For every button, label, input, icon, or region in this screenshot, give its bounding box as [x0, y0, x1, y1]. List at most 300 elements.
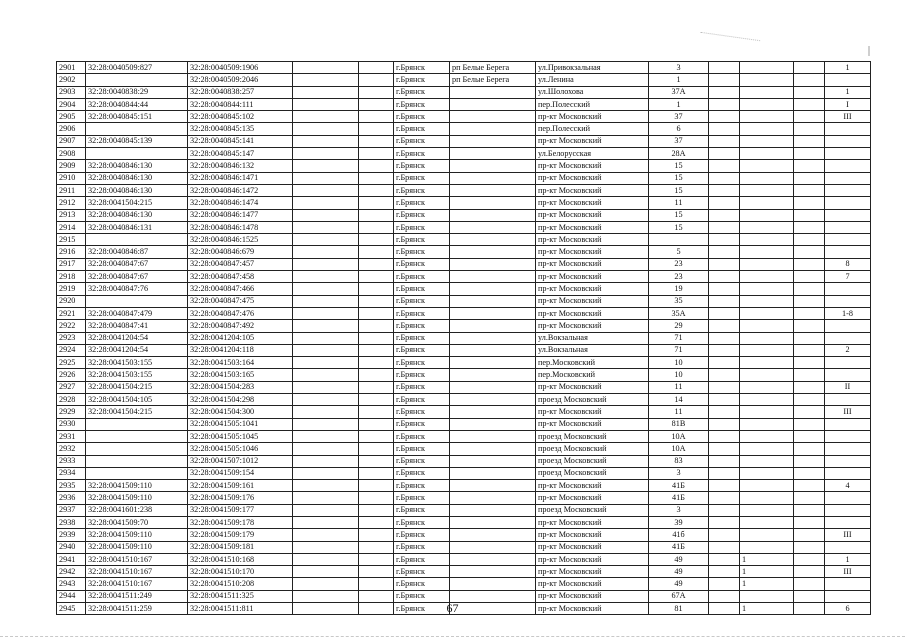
cell-street: пр-кт Московский — [536, 172, 649, 184]
cell-street: пр-кт Московский — [536, 271, 649, 283]
cell-city: г.Брянск — [394, 307, 450, 319]
table-row — [57, 406, 871, 418]
cell-empty — [293, 369, 359, 381]
cell-empty — [709, 541, 740, 553]
table-row — [57, 529, 871, 541]
cell-apartment: I — [825, 98, 871, 110]
cell-house: 6 — [649, 123, 709, 135]
cell-empty — [359, 74, 394, 86]
cell-cadastral-number-1: 32:28:0041509:110 — [86, 529, 188, 541]
cell-settlement: рп Белые Берега — [450, 74, 536, 86]
cell-row-number: 2929 — [57, 406, 86, 418]
cell-house: 49 — [649, 566, 709, 578]
cell-building — [740, 271, 794, 283]
cell-city: г.Брянск — [394, 443, 450, 455]
cell-cadastral-number-1: 32:28:0040846:130 — [86, 172, 188, 184]
cell-city: г.Брянск — [394, 62, 450, 74]
cell-row-number: 2932 — [57, 443, 86, 455]
cell-apartment — [825, 246, 871, 258]
cell-empty — [794, 258, 825, 270]
cell-empty — [293, 197, 359, 209]
cell-house: 1 — [649, 74, 709, 86]
cell-building — [740, 504, 794, 516]
cell-empty — [794, 541, 825, 553]
table-row — [57, 307, 871, 319]
cell-apartment: 1 — [825, 553, 871, 565]
cell-building — [740, 209, 794, 221]
cell-building — [740, 381, 794, 393]
cell-house: 81В — [649, 418, 709, 430]
cell-city: г.Брянск — [394, 148, 450, 160]
cell-city: г.Брянск — [394, 271, 450, 283]
cell-empty — [359, 344, 394, 356]
cell-empty — [359, 332, 394, 344]
cell-street: ул.Привокзальная — [536, 62, 649, 74]
cell-settlement — [450, 209, 536, 221]
cell-city: г.Брянск — [394, 98, 450, 110]
cell-building — [740, 430, 794, 442]
cell-empty — [293, 234, 359, 246]
cell-house: 29 — [649, 320, 709, 332]
cell-empty — [293, 418, 359, 430]
cell-cadastral-number-2: 32:28:0040845:147 — [188, 148, 293, 160]
cell-city: г.Брянск — [394, 504, 450, 516]
cell-apartment: 4 — [825, 480, 871, 492]
table-row — [57, 516, 871, 528]
cell-empty — [794, 320, 825, 332]
table-row — [57, 443, 871, 455]
cell-house: 3 — [649, 62, 709, 74]
cell-cadastral-number-1: 32:28:0040847:76 — [86, 283, 188, 295]
table-row — [57, 258, 871, 270]
cell-empty — [359, 357, 394, 369]
table-row — [57, 566, 871, 578]
cell-empty — [359, 123, 394, 135]
cell-settlement — [450, 98, 536, 110]
cell-house: 11 — [649, 381, 709, 393]
cell-empty — [794, 221, 825, 233]
cell-street: пр-кт Московский — [536, 283, 649, 295]
cell-city: г.Брянск — [394, 406, 450, 418]
table-row — [57, 148, 871, 160]
cell-cadastral-number-1: 32:28:0040846:130 — [86, 209, 188, 221]
cell-empty — [293, 135, 359, 147]
cell-house: 81 — [649, 603, 709, 615]
cell-row-number: 2920 — [57, 295, 86, 307]
table-row — [57, 184, 871, 196]
cell-city: г.Брянск — [394, 553, 450, 565]
cell-empty — [359, 258, 394, 270]
cell-empty — [794, 529, 825, 541]
cell-empty — [293, 541, 359, 553]
cell-apartment: III — [825, 406, 871, 418]
cell-empty — [359, 209, 394, 221]
cell-cadastral-number-2: 32:28:0041505:1046 — [188, 443, 293, 455]
cell-street: ул.Белорусская — [536, 148, 649, 160]
cell-cadastral-number-2: 32:28:0041509:161 — [188, 480, 293, 492]
cell-empty — [709, 246, 740, 258]
cell-city: г.Брянск — [394, 295, 450, 307]
cell-city: г.Брянск — [394, 258, 450, 270]
cell-row-number: 2934 — [57, 467, 86, 479]
cell-cadastral-number-2: 32:28:0040838:257 — [188, 86, 293, 98]
table-row — [57, 221, 871, 233]
cell-empty — [293, 332, 359, 344]
cell-settlement — [450, 172, 536, 184]
cell-row-number: 2911 — [57, 184, 86, 196]
cell-house: 10А — [649, 443, 709, 455]
cell-street: пр-кт Московский — [536, 234, 649, 246]
cell-empty — [293, 492, 359, 504]
cell-cadastral-number-2: 32:28:0041507:1012 — [188, 455, 293, 467]
cell-house: 67А — [649, 590, 709, 602]
table-row — [57, 418, 871, 430]
cell-settlement — [450, 332, 536, 344]
cell-empty — [359, 406, 394, 418]
cell-empty — [794, 369, 825, 381]
cell-empty — [709, 197, 740, 209]
cell-street: пр-кт Московский — [536, 184, 649, 196]
table-row — [57, 357, 871, 369]
cell-cadastral-number-1: 32:28:0041509:70 — [86, 516, 188, 528]
cell-cadastral-number-1: 32:28:0041504:105 — [86, 394, 188, 406]
cell-apartment: III — [825, 111, 871, 123]
cell-street: пр-кт Московский — [536, 578, 649, 590]
cell-apartment — [825, 74, 871, 86]
cell-row-number: 2906 — [57, 123, 86, 135]
cell-house: 15 — [649, 209, 709, 221]
cell-row-number: 2939 — [57, 529, 86, 541]
cell-city: г.Брянск — [394, 381, 450, 393]
cell-building — [740, 221, 794, 233]
cell-cadastral-number-1 — [86, 74, 188, 86]
cell-row-number: 2937 — [57, 504, 86, 516]
cell-house: 37 — [649, 135, 709, 147]
cell-building: 1 — [740, 566, 794, 578]
cell-street: пр-кт Московский — [536, 480, 649, 492]
cell-empty — [359, 172, 394, 184]
cell-apartment — [825, 123, 871, 135]
cell-cadastral-number-1: 32:28:0041504:215 — [86, 197, 188, 209]
cell-apartment — [825, 516, 871, 528]
cell-cadastral-number-2: 32:28:0040845:135 — [188, 123, 293, 135]
table-row — [57, 295, 871, 307]
register-table — [56, 61, 871, 615]
cell-empty — [359, 430, 394, 442]
cell-city: г.Брянск — [394, 480, 450, 492]
cell-empty — [709, 160, 740, 172]
cell-apartment: III — [825, 529, 871, 541]
table-row — [57, 98, 871, 110]
cell-empty — [709, 98, 740, 110]
cell-empty — [293, 271, 359, 283]
cell-row-number: 2913 — [57, 209, 86, 221]
cell-cadastral-number-1: 32:28:0040838:29 — [86, 86, 188, 98]
cell-settlement — [450, 406, 536, 418]
cell-apartment — [825, 443, 871, 455]
cell-city: г.Брянск — [394, 234, 450, 246]
cell-empty — [794, 406, 825, 418]
cell-empty — [794, 492, 825, 504]
cell-empty — [293, 221, 359, 233]
cell-cadastral-number-1 — [86, 443, 188, 455]
cell-apartment: 1 — [825, 62, 871, 74]
cell-empty — [794, 62, 825, 74]
cell-row-number: 2941 — [57, 553, 86, 565]
cell-house: 49 — [649, 553, 709, 565]
cell-cadastral-number-2: 32:28:0041509:154 — [188, 467, 293, 479]
cell-street: пер.Московский — [536, 369, 649, 381]
cell-cadastral-number-1: 32:28:0040844:44 — [86, 98, 188, 110]
cell-cadastral-number-2: 32:28:0040847:492 — [188, 320, 293, 332]
cell-apartment — [825, 455, 871, 467]
table-row — [57, 86, 871, 98]
cell-empty — [794, 381, 825, 393]
cell-cadastral-number-1: 32:28:0040845:139 — [86, 135, 188, 147]
cell-street: пр-кт Московский — [536, 516, 649, 528]
cell-city: г.Брянск — [394, 541, 450, 553]
cell-apartment — [825, 369, 871, 381]
cell-settlement — [450, 344, 536, 356]
cell-settlement — [450, 184, 536, 196]
cell-settlement — [450, 357, 536, 369]
cell-cadastral-number-1: 32:28:0041509:110 — [86, 541, 188, 553]
cell-apartment — [825, 160, 871, 172]
table-row — [57, 578, 871, 590]
cell-cadastral-number-2: 32:28:0040844:111 — [188, 98, 293, 110]
cell-building — [740, 455, 794, 467]
cell-building — [740, 307, 794, 319]
cell-cadastral-number-1: 32:28:0041204:54 — [86, 344, 188, 356]
cell-apartment — [825, 394, 871, 406]
cell-building — [740, 172, 794, 184]
cell-apartment — [825, 148, 871, 160]
cell-row-number: 2916 — [57, 246, 86, 258]
cell-cadastral-number-1: 32:28:0041204:54 — [86, 332, 188, 344]
cell-row-number: 2904 — [57, 98, 86, 110]
cell-cadastral-number-1 — [86, 467, 188, 479]
cell-city: г.Брянск — [394, 172, 450, 184]
cell-empty — [709, 443, 740, 455]
cell-building — [740, 74, 794, 86]
cell-cadastral-number-2: 32:28:0040846:1474 — [188, 197, 293, 209]
cell-cadastral-number-1: 32:28:0040847:41 — [86, 320, 188, 332]
cell-row-number: 2926 — [57, 369, 86, 381]
cell-house: 5 — [649, 246, 709, 258]
cell-empty — [794, 307, 825, 319]
cell-settlement — [450, 135, 536, 147]
cell-row-number: 2927 — [57, 381, 86, 393]
cell-cadastral-number-1: 32:28:0041504:215 — [86, 406, 188, 418]
cell-settlement — [450, 271, 536, 283]
cell-empty — [794, 86, 825, 98]
cell-cadastral-number-2: 32:28:0041504:300 — [188, 406, 293, 418]
cell-row-number: 2924 — [57, 344, 86, 356]
cell-settlement — [450, 394, 536, 406]
cell-cadastral-number-1: 32:28:0040845:151 — [86, 111, 188, 123]
cell-house: 10 — [649, 369, 709, 381]
cell-street: пр-кт Московский — [536, 590, 649, 602]
cell-empty — [359, 221, 394, 233]
cell-house: 19 — [649, 283, 709, 295]
cell-settlement — [450, 516, 536, 528]
cell-building — [740, 344, 794, 356]
cell-house: 41Б — [649, 480, 709, 492]
cell-street: пр-кт Московский — [536, 553, 649, 565]
cell-street: ул.Вокзальная — [536, 332, 649, 344]
cell-empty — [359, 111, 394, 123]
cell-row-number: 2907 — [57, 135, 86, 147]
cell-empty — [709, 480, 740, 492]
cell-empty — [709, 111, 740, 123]
cell-row-number: 2942 — [57, 566, 86, 578]
cell-cadastral-number-1 — [86, 148, 188, 160]
cell-house: 41Б — [649, 492, 709, 504]
cell-city: г.Брянск — [394, 430, 450, 442]
cell-cadastral-number-2: 32:28:0040846:132 — [188, 160, 293, 172]
cell-building: 1 — [740, 553, 794, 565]
cell-empty — [709, 406, 740, 418]
cell-cadastral-number-2: 32:28:0040847:458 — [188, 271, 293, 283]
register-table-body — [57, 62, 871, 615]
cell-building — [740, 283, 794, 295]
cell-empty — [709, 184, 740, 196]
cell-settlement — [450, 566, 536, 578]
cell-empty — [794, 578, 825, 590]
cell-city: г.Брянск — [394, 123, 450, 135]
cell-empty — [709, 344, 740, 356]
cell-empty — [293, 62, 359, 74]
cell-street: пр-кт Московский — [536, 381, 649, 393]
cell-street: пр-кт Московский — [536, 320, 649, 332]
cell-empty — [293, 98, 359, 110]
cell-row-number: 2918 — [57, 271, 86, 283]
cell-cadastral-number-2: 32:28:0041511:325 — [188, 590, 293, 602]
cell-empty — [794, 160, 825, 172]
cell-empty — [293, 295, 359, 307]
cell-building — [740, 516, 794, 528]
cell-cadastral-number-2: 32:28:0040846:1478 — [188, 221, 293, 233]
cell-apartment — [825, 578, 871, 590]
table-row — [57, 344, 871, 356]
cell-empty — [709, 221, 740, 233]
cell-empty — [359, 529, 394, 541]
cell-empty — [359, 381, 394, 393]
cell-apartment: 7 — [825, 271, 871, 283]
cell-city: г.Брянск — [394, 578, 450, 590]
cell-apartment — [825, 197, 871, 209]
cell-city: г.Брянск — [394, 603, 450, 615]
cell-cadastral-number-2: 32:28:0040845:102 — [188, 111, 293, 123]
cell-empty — [794, 172, 825, 184]
cell-empty — [709, 357, 740, 369]
cell-empty — [359, 394, 394, 406]
cell-empty — [709, 209, 740, 221]
cell-settlement — [450, 430, 536, 442]
cell-empty — [293, 529, 359, 541]
cell-city: г.Брянск — [394, 467, 450, 479]
cell-city: г.Брянск — [394, 369, 450, 381]
table-row — [57, 74, 871, 86]
cell-house: 71 — [649, 344, 709, 356]
cell-apartment — [825, 234, 871, 246]
scan-artifact — [868, 46, 870, 56]
table-row — [57, 197, 871, 209]
cell-city: г.Брянск — [394, 455, 450, 467]
cell-street: пр-кт Московский — [536, 307, 649, 319]
cell-settlement — [450, 504, 536, 516]
cell-building — [740, 111, 794, 123]
cell-empty — [794, 123, 825, 135]
cell-street: проезд Московский — [536, 467, 649, 479]
cell-building — [740, 332, 794, 344]
table-row — [57, 271, 871, 283]
cell-house: 15 — [649, 184, 709, 196]
cell-empty — [794, 197, 825, 209]
cell-street: пр-кт Московский — [536, 160, 649, 172]
cell-empty — [359, 86, 394, 98]
cell-cadastral-number-2: 32:28:0041510:208 — [188, 578, 293, 590]
cell-settlement — [450, 467, 536, 479]
cell-empty — [709, 307, 740, 319]
cell-apartment — [825, 209, 871, 221]
cell-empty — [359, 246, 394, 258]
cell-house: 23 — [649, 271, 709, 283]
cell-cadastral-number-1: 32:28:0040509:827 — [86, 62, 188, 74]
cell-settlement — [450, 246, 536, 258]
cell-apartment — [825, 221, 871, 233]
cell-building — [740, 148, 794, 160]
cell-empty — [359, 443, 394, 455]
cell-settlement — [450, 418, 536, 430]
cell-empty — [293, 123, 359, 135]
cell-cadastral-number-1: 32:28:0041503:155 — [86, 369, 188, 381]
cell-empty — [293, 394, 359, 406]
cell-city: г.Брянск — [394, 197, 450, 209]
cell-empty — [359, 295, 394, 307]
cell-settlement — [450, 492, 536, 504]
cell-cadastral-number-1: 32:28:0041509:110 — [86, 480, 188, 492]
cell-street: проезд Московский — [536, 394, 649, 406]
cell-empty — [709, 418, 740, 430]
cell-empty — [293, 578, 359, 590]
cell-empty — [709, 234, 740, 246]
cell-row-number: 2945 — [57, 603, 86, 615]
cell-house: 15 — [649, 160, 709, 172]
cell-cadastral-number-2: 32:28:0041505:1041 — [188, 418, 293, 430]
cell-empty — [794, 504, 825, 516]
cell-city: г.Брянск — [394, 332, 450, 344]
cell-building — [740, 357, 794, 369]
cell-street: пр-кт Московский — [536, 209, 649, 221]
cell-empty — [293, 258, 359, 270]
cell-street: пр-кт Московский — [536, 197, 649, 209]
cell-apartment: 1 — [825, 86, 871, 98]
cell-building — [740, 529, 794, 541]
cell-empty — [709, 492, 740, 504]
cell-empty — [794, 234, 825, 246]
cell-cadastral-number-2: 32:28:0040846:1525 — [188, 234, 293, 246]
cell-empty — [794, 246, 825, 258]
cell-empty — [709, 566, 740, 578]
cell-house: 37 — [649, 111, 709, 123]
cell-building: 1 — [740, 603, 794, 615]
cell-empty — [293, 430, 359, 442]
cell-settlement — [450, 295, 536, 307]
table-row — [57, 541, 871, 553]
cell-apartment — [825, 332, 871, 344]
cell-house: 1 — [649, 98, 709, 110]
